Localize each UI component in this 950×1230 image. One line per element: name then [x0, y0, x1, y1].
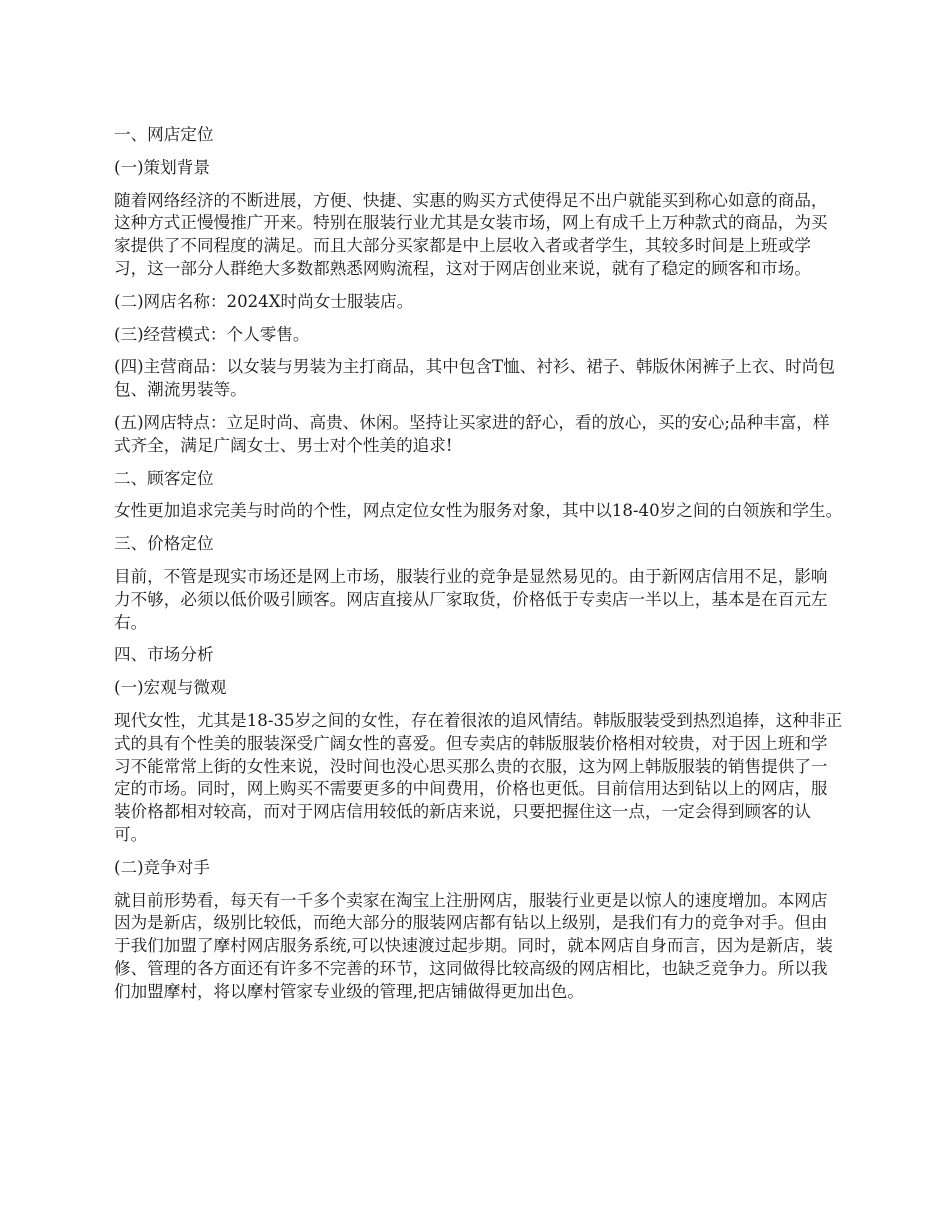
section-heading-market-analysis: 四、市场分析: [114, 645, 214, 665]
section-heading-customers: 二、顾客定位: [114, 468, 214, 488]
section-heading-pricing: 三、价格定位: [114, 534, 214, 554]
paragraph-shop-features: (五)网店特点：立足时尚、高贵、休闲。坚持让买家进的舒心，看的放心，买的安心;品种丰富，样式齐全，满足广阔女士、男士对个性美的追求!: [114, 412, 830, 455]
paragraph-customers: 女性更加追求完美与时尚的个性，网点定位女性为服务对象，其中以18-40岁之间的白领族和学生。: [114, 501, 843, 521]
paragraph-competitors: 就目前形势看，每天有一千多个卖家在淘宝上注册网店，服装行业更是以惊人的速度增加。本网店因为是新店，级别比较低，而绝大部分的服装网店都有钻以上级别，是我们有力的竞争对手。但由于我们加盟了摩村网店服务系统,可以快速渡过起步期。同时，就本网店自身而言，因为是新店，装修、管理的各方面还有许多不完善的环节，这同做得比较高级的网店相比，也缺乏竞争力。所以我们加盟摩村，将以摩村管家专业级的管理,把店铺做得更加出色。: [114, 890, 833, 1001]
paragraph-background: 随着网络经济的不断进展，方便、快捷、实惠的购买方式使得足不出户就能买到称心如意的商品，这种方式正慢慢推广开来。特别在服装行业尤其是女装市场，网上有成千上万种款式的商品，为买家提供了不同程度的满足。而且大部分买家都是中上层收入者或者学生，其较多时间是上班或学习，这一部分人群绝大多数都熟悉网购流程，这对于网店创业来说，就有了稳定的顾客和市场。: [114, 190, 828, 278]
paragraph-shop-name: (二)网店名称：2024X时尚女士服装店。: [114, 291, 414, 311]
document-page: [114, 124, 844, 1014]
subheading-background: (一)策划背景: [114, 157, 210, 177]
paragraph-macro-micro: 现代女性，尤其是18-35岁之间的女性，存在着很浓的追风情结。韩版服装受到热烈追捧，这种非正式的具有个性美的服装深受广阔女性的喜爱。但专卖店的韩版服装价格相对较贵，对于因上班和学习不能常常上街的女性来说，没时间也没心思买那么贵的衣服，这为网上韩版服装的销售提供了一定的市场。同时，网上购买不需要更多的中间费用，价格也更低。目前信用达到钻以上的网店，服装价格都相对较高，而对于网店信用较低的新店来说，只要把握住这一点，一定会得到顾客的认可。: [114, 710, 843, 844]
paragraph-main-products: (四)主营商品：以女装与男装为主打商品，其中包含T恤、衬衫、裙子、韩版休闲裤子上衣、时尚包包、潮流男装等。: [114, 357, 835, 400]
paragraph-pricing: 目前，不管是现实市场还是网上市场，服装行业的竞争是显然易见的。由于新网店信用不足，影响力不够，必须以低价吸引顾客。网店直接从厂家取货，价格低于专卖店一半以上，基本是在百元左右。: [114, 566, 828, 632]
subheading-competitors: (二)竞争对手: [114, 857, 210, 877]
paragraph-business-model: (三)经营模式：个人零售。: [114, 324, 310, 344]
section-heading-positioning: 一、网店定位: [114, 125, 214, 144]
subheading-macro-micro: (一)宏观与微观: [114, 678, 227, 698]
